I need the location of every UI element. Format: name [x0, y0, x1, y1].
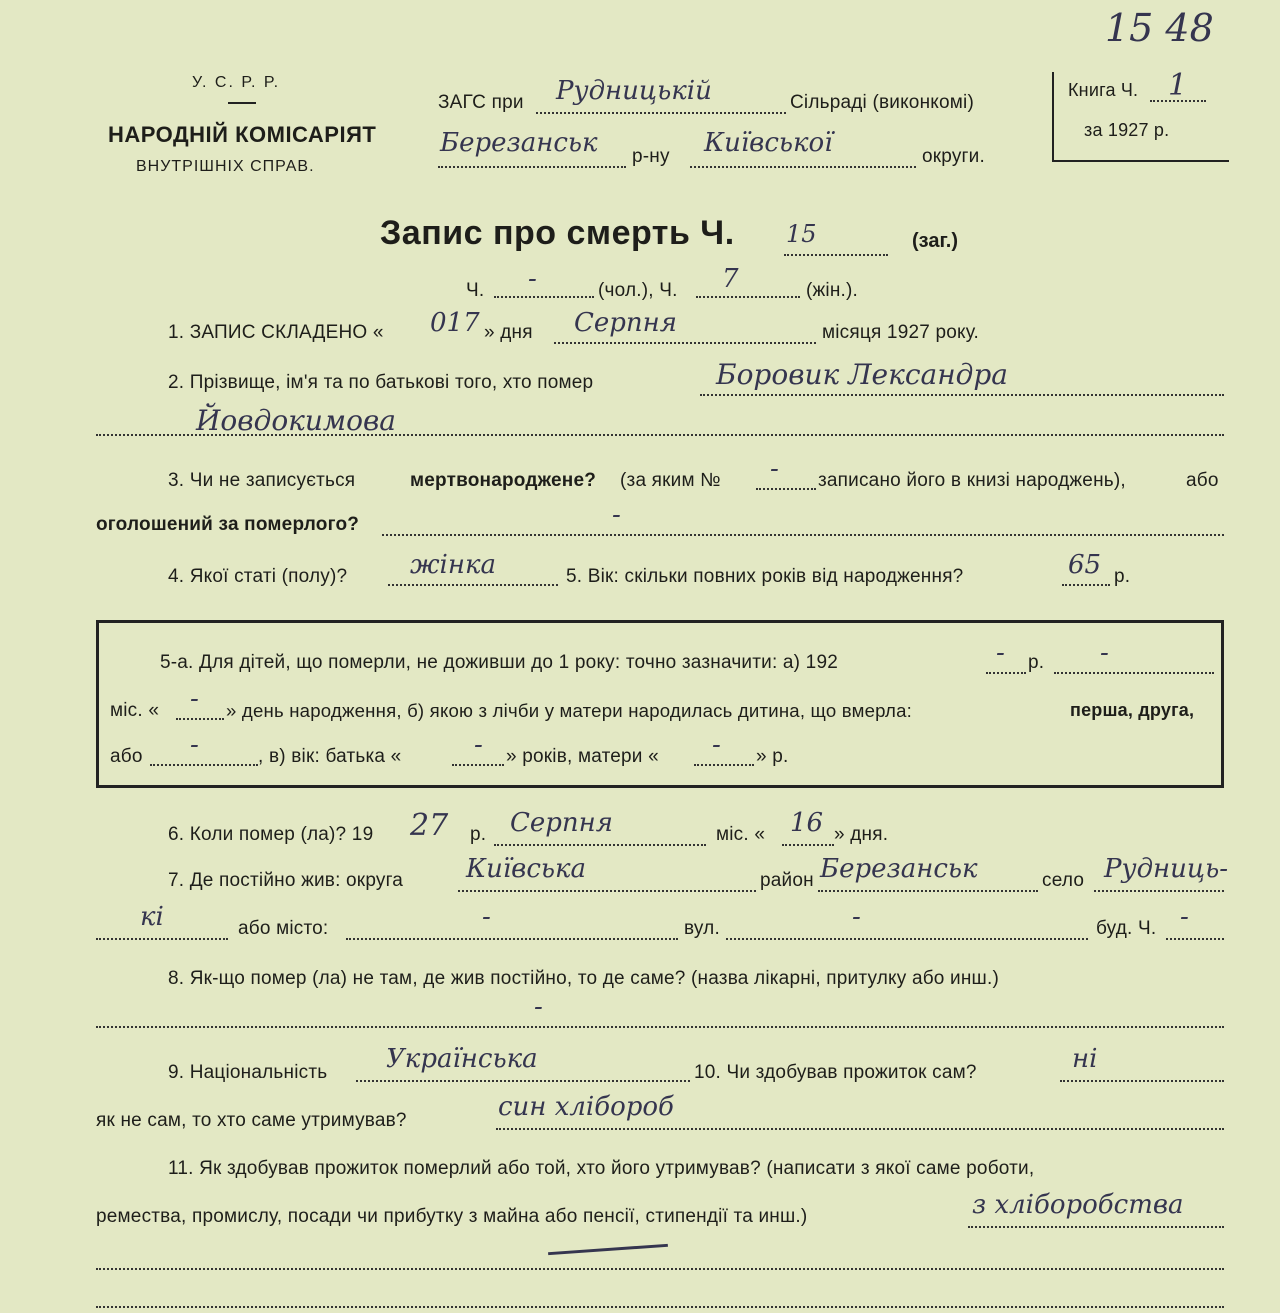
f2-dotline1	[700, 394, 1224, 396]
f10b-dotline	[496, 1128, 1224, 1130]
record-title: Запис про смерть Ч.	[380, 214, 735, 252]
f8-label: 8. Як-що помер (ла) не там, де жив постійно, то де саме? (назва лікарні, притулку або инш.)	[168, 968, 999, 989]
district-suffix: р-ну	[632, 146, 670, 167]
f2-value-line2: Йовдокимова	[196, 404, 396, 437]
f9-label: 9. Національність	[168, 1062, 328, 1083]
female-value: 7	[722, 264, 739, 294]
f7-vul-dotline	[726, 938, 1088, 940]
f5a-abo: або	[110, 746, 143, 767]
f5-dotline	[1062, 584, 1110, 586]
district-value: Березанськ	[440, 128, 598, 158]
f5a-r-dotline	[1054, 672, 1214, 674]
f4-label: 4. Якої статі (полу)?	[168, 566, 348, 587]
f6-year: 27	[410, 808, 449, 843]
f5a-mis: міс. «	[110, 700, 160, 721]
f5-suffix: р.	[1114, 566, 1131, 587]
ministry-title: НАРОДНІЙ КОМІСАРІЯТ	[108, 122, 377, 147]
f6-r: р.	[470, 824, 487, 845]
f5a-father-dotline	[452, 764, 504, 766]
ministry-subtitle: ВНУТРІШНІХ СПРАВ.	[136, 158, 315, 175]
f5a-year-dotline	[986, 672, 1026, 674]
f10b-label: як не сам, то хто саме утримував?	[96, 1110, 407, 1131]
f1-mid: » дня	[484, 322, 533, 343]
f11-dotline	[968, 1226, 1224, 1228]
f7-bud-value: -	[1180, 902, 1189, 932]
book-label: Книга Ч.	[1068, 80, 1139, 100]
f5a-mother-dotline	[694, 764, 754, 766]
f5a-line2-bold: перша, друга,	[1070, 700, 1195, 720]
f5-value: 65	[1068, 550, 1102, 580]
f5a-year: -	[996, 638, 1005, 668]
f11-line2: ремества, промислу, посади чи прибутку з майна або пенсії, стипендії та инш.)	[96, 1206, 808, 1227]
f10b-value: син хлібороб	[498, 1092, 674, 1122]
f5a-abo-dotline	[150, 764, 258, 766]
female-dotline	[696, 296, 800, 298]
f10-label: 10. Чи здобував прожиток сам?	[694, 1062, 977, 1083]
f7-bud: буд. Ч.	[1096, 918, 1157, 939]
okrug-dotline	[690, 166, 916, 168]
f8-dotline	[96, 1026, 1224, 1028]
male-suffix: (чол.), Ч.	[598, 280, 678, 301]
f7-rayon-dotline	[818, 890, 1038, 892]
f7-misto-value: -	[482, 902, 491, 932]
f6-month: Серпня	[510, 808, 614, 838]
f4-dotline	[388, 584, 558, 586]
f7-selo-dotline	[1094, 890, 1224, 892]
f4-value: жінка	[410, 550, 497, 580]
f7-label: 7. Де постійно жив: округа	[168, 870, 404, 891]
okrug-suffix: округи.	[922, 146, 985, 167]
f7-vul-value: -	[852, 902, 861, 932]
f7-vul: вул.	[684, 918, 720, 939]
f3-or: або	[1186, 470, 1219, 491]
page-number: 15 48	[1105, 6, 1214, 50]
f2-value-line1: Боровик Лександра	[716, 358, 1009, 391]
f7-misto-dotline	[346, 938, 678, 940]
f7-bud-dotline	[1166, 938, 1224, 940]
f5a-line3b: » років, матери «	[506, 746, 659, 767]
republic-label: У. С. Р. Р.	[192, 74, 281, 91]
f5a-mother: -	[712, 730, 721, 760]
f5a-line1: 5-а. Для дітей, що померли, не доживши до 1 року: точно зазначити: а) 192	[160, 652, 838, 673]
f6-mis: міс. «	[716, 824, 766, 845]
f1-day: 017	[430, 308, 480, 338]
f5a-father: -	[474, 730, 483, 760]
f3-label: 3. Чи не записується	[168, 470, 356, 491]
f5a-day-dotline	[176, 718, 224, 720]
council-value: Рудницькій	[556, 76, 712, 106]
record-number: 15	[786, 220, 817, 248]
f3-line2-dotline	[382, 534, 1224, 536]
f11-line1: 11. Як здобував прожиток померлий або той, хто його утримував? (написати з якої саме роботи,	[168, 1158, 1035, 1179]
f7-okrug: Київська	[466, 854, 587, 884]
f3-line2: оголошений за померлого?	[96, 514, 360, 535]
f7-selo-dotline2	[96, 938, 228, 940]
male-dotline	[494, 296, 594, 298]
f11-handwritten-stroke	[548, 1244, 668, 1255]
f10-value: ні	[1072, 1044, 1098, 1074]
f3-num: -	[770, 454, 779, 484]
f1-prefix: 1. ЗАПИС СКЛАДЕНО «	[168, 322, 384, 343]
f3-suffix: записано його в книзі народжень),	[818, 470, 1126, 491]
f7-selo-value2: кі	[140, 902, 164, 932]
zags-prefix: ЗАГС при	[438, 92, 524, 113]
f3-line2-value: -	[612, 500, 621, 530]
f5-label: 5. Вік: скільки повних років від народження?	[566, 566, 964, 587]
book-number: 1	[1168, 68, 1188, 103]
council-dotline	[536, 112, 786, 114]
f6-label: 6. Коли помер (ла)? 19	[168, 824, 374, 845]
council-suffix: Сільраді (виконкомі)	[790, 92, 974, 113]
male-value: -	[528, 264, 537, 294]
f7-rayon: район	[760, 870, 814, 891]
f7-misto: або місто:	[238, 918, 329, 939]
title-dotline	[784, 254, 888, 256]
f5a-line2: » день народження, б) якою з лічби у матери народилась дитина, що вмерла:	[226, 700, 913, 721]
f5a-r: р.	[1028, 652, 1045, 673]
f9-value: Українська	[386, 1044, 538, 1074]
f5a-abo-value: -	[190, 730, 199, 760]
f6-month-dotline	[494, 844, 706, 846]
header-dash	[228, 102, 256, 104]
f5a-line3: , в) вік: батька «	[258, 746, 402, 767]
f3-num-dotline	[756, 488, 816, 490]
f6-day: 16	[790, 808, 824, 838]
f3-mid: (за яким №	[620, 470, 721, 491]
f5a-day: -	[190, 684, 199, 714]
district-dotline	[438, 166, 626, 168]
f1-month: Серпня	[574, 308, 678, 338]
f7-selo: село	[1042, 870, 1085, 891]
male-label: Ч.	[466, 280, 485, 301]
f1-suffix: місяця 1927 року.	[822, 322, 980, 343]
okrug-value: Київської	[704, 128, 833, 158]
f11-dotline2	[96, 1268, 1224, 1270]
female-suffix: (жін.).	[806, 280, 859, 301]
f7-okrug-dotline	[458, 890, 756, 892]
book-year: за 1927 р.	[1084, 120, 1170, 140]
f5a-r-value: -	[1100, 638, 1109, 668]
f11-value: з хліборобства	[972, 1190, 1184, 1220]
f3-bold: мертвонароджене?	[410, 470, 597, 491]
record-suffix: (заг.)	[912, 230, 959, 252]
f8-value: -	[534, 992, 543, 1022]
f9-dotline	[356, 1080, 690, 1082]
f2-label: 2. Прізвище, ім'я та по батькові того, хто помер	[168, 372, 594, 393]
f11-dotline3	[96, 1306, 1224, 1308]
f6-day-dotline	[782, 844, 834, 846]
f6-suffix: » дня.	[834, 824, 889, 845]
f7-selo-value: Рудниць-	[1104, 854, 1229, 884]
f1-month-dotline	[554, 342, 816, 344]
f10-dotline	[1060, 1080, 1224, 1082]
f7-rayon-value: Березанськ	[820, 854, 978, 884]
f5a-line3c: » р.	[756, 746, 789, 767]
